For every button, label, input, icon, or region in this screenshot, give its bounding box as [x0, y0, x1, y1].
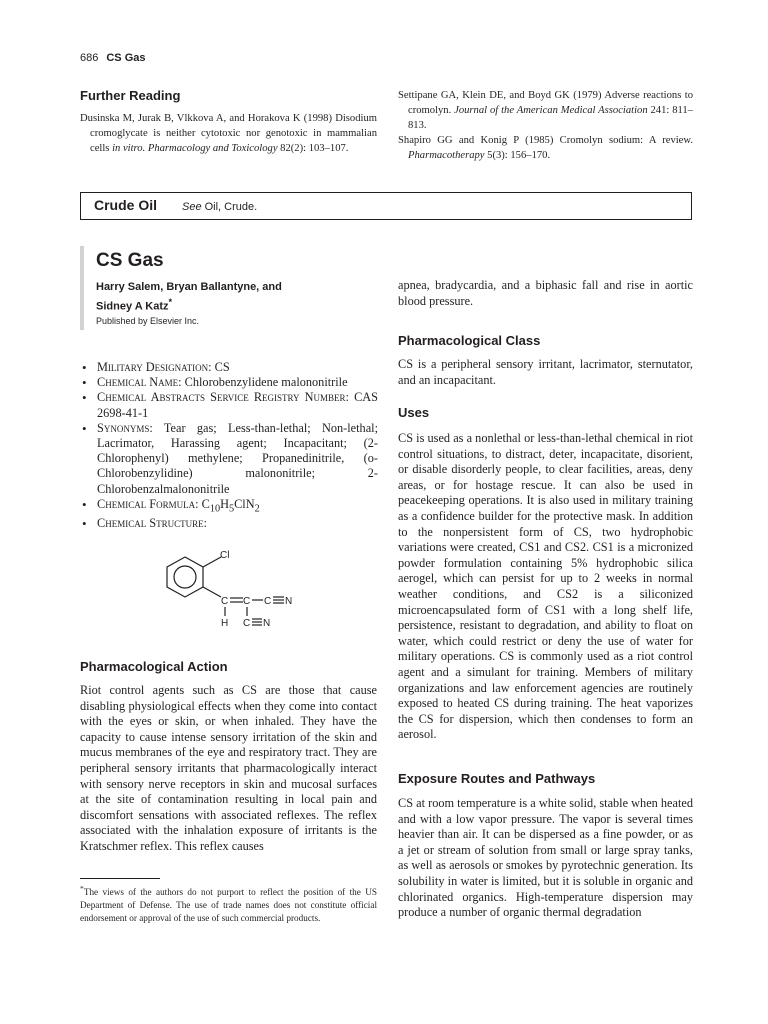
atom-c2: C	[243, 596, 251, 607]
section-heading-pharmacological-class: Pharmacological Class	[398, 333, 541, 348]
page-number: 686	[80, 52, 99, 64]
chemical-structure-diagram	[150, 545, 310, 635]
list-item: • Chemical Abstracts Service Registry Number: CAS 2698-41-1	[82, 390, 378, 420]
section-heading-uses: Uses	[398, 405, 430, 420]
publisher-line: Published by Elsevier Inc.	[96, 316, 200, 326]
footnote-marker: *	[168, 297, 173, 307]
reference-item: Shapiro GG and Konig P (1985) Cromolyn sodium: A review. Pharmacotherapy 5(3): 156–170.	[398, 135, 693, 161]
article-title: CS Gas	[96, 250, 164, 271]
chemical-info-list	[82, 360, 378, 532]
further-reading-right	[398, 88, 693, 163]
pharmacological-class-text: CS is a peripheral sensory irritant, lacrimator, sternutator, and an incapacitant.	[398, 357, 693, 387]
running-header	[80, 52, 146, 64]
title-accent-bar	[80, 246, 84, 330]
section-heading-pharmacological-action: Pharmacological Action	[80, 659, 228, 674]
further-reading-left	[80, 111, 377, 156]
further-reading-heading: Further Reading	[80, 88, 181, 103]
running-title: CS Gas	[106, 52, 146, 64]
atom-h: H	[221, 618, 229, 629]
list-item: • Synonyms: Tear gas; Less-than-lethal; Non-lethal; Lacrimator, Harassing agent; Incapacitant; (2-Chlorophenyl) methylene; Propanedinitrile, (o-Chlorobenzylidine) malononitrile; 2-Chlorobenzalmalononitrile	[82, 421, 378, 497]
see-reference[interactable]: See Oil, Crude.	[182, 201, 258, 213]
continued-paragraph: apnea, bradycardia, and a biphasic fall and rise in aortic blood pressure.	[398, 278, 693, 308]
list-item: • Military Designation: CS	[82, 360, 378, 375]
article-authors: Harry Salem, Bryan Ballantyne, and Sidney A Katz*	[96, 281, 282, 313]
atom-cl: Cl	[220, 550, 230, 561]
atom-c1: C	[221, 596, 229, 607]
atom-n1: N	[285, 596, 293, 607]
footnote: *The views of the authors do not purport to reflect the position of the US Department of Defense. The use of trade names does not constitute official endorsement or approval of the use of such commercial products.	[80, 884, 377, 923]
pharmacological-action-text: Riot control agents such as CS are those that cause disabling physiological effects when they come into contact with the eyes or skin, or when inhaled. They have the capacity to cause intense sensory irritation of the skin and mucus membranes of the eye and respiratory tract. They are peripheral sensory irritants that pharmacologically interact with sensory nerve receptors in skin and mucosal surfaces at the site of contamination resulting in local pain and discomfort sensations with associated reflexes. The reflex associated with the inhalation exposure of irritants is the Kratschmer reflex. This reflex causes	[80, 683, 377, 853]
list-item: • Chemical Structure:	[82, 516, 378, 531]
benzene-ring	[167, 557, 203, 597]
bond-ring-c1	[203, 587, 221, 597]
uses-text: CS is used as a nonlethal or less-than-lethal chemical in riot control situations, to distract, deter, incapacitate, disorient, or disable disorderly people, to clear facilities, areas, deny areas, or for hostage rescue. It can also be used in peacekeeping operations. It is also used in military training as a confidence builder for the protective mask. In addition to the nonpersistent form of CS, two hydrophobic variations were created, CS1 and CS2. CS1 is a micronized powder formulation containing 5% hydrophobic silica aerogel, which can persist for up to 2 weeks in normal weather conditions, and CS2 is a siliconized microencapsulated form of CS1 with a long shelf life, persistence, resistant to degradation, and ability to float on water, which could restrict or deny the use of water for military operations. CS is commonly used as a riot control agent and a simulant for training. Members of military organizations and law enforcement agencies are routinely exposed to heated CS during training. The heat vaporizes the CS for dispersion, which then condenses to form an aerosol.	[398, 431, 693, 742]
crude-oil-title: Crude Oil	[94, 197, 158, 213]
reference-item: Settipane GA, Klein DE, and Boyd GK (1979) Adverse reactions to cromolyn. Journal of the American Medical Association 241: 811–813.	[398, 90, 694, 131]
section-heading-exposure-routes: Exposure Routes and Pathways	[398, 771, 596, 786]
footnote-divider	[80, 878, 160, 879]
atom-n2: N	[263, 618, 271, 629]
atom-c3: C	[264, 596, 272, 607]
list-item: • Chemical Name: Chlorobenzylidene malononitrile	[82, 375, 378, 390]
crude-oil-crossref-box	[80, 192, 692, 220]
bond-ring-cl	[203, 557, 221, 567]
aromatic-circle	[174, 566, 196, 588]
reference-item: Dusinska M, Jurak B, Vlkkova A, and Horakova K (1998) Disodium cromoglycate is neither cytotoxic nor genotoxic in mammalian cells in vitro. Pharmacology and Toxicology 82(2): 103–107.	[80, 113, 377, 154]
atom-c4: C	[243, 618, 251, 629]
exposure-routes-text: CS at room temperature is a white solid, stable when heated and with a low vapor pressure. The vapor is several times heavier than air. It can be dispersed as a fine powder, or as a jet or stream of solution from small or large spray tanks, as well as aerosols or smokes by pyrotechnic generation. Its solubility in water is limited, but it is soluble in organic and chlorinated organics. High-temperature dispersion may produce a number of organic thermal degradation	[398, 796, 693, 920]
list-item: • Chemical Formula: $C_{10}H_5ClN_2$	[82, 497, 378, 517]
